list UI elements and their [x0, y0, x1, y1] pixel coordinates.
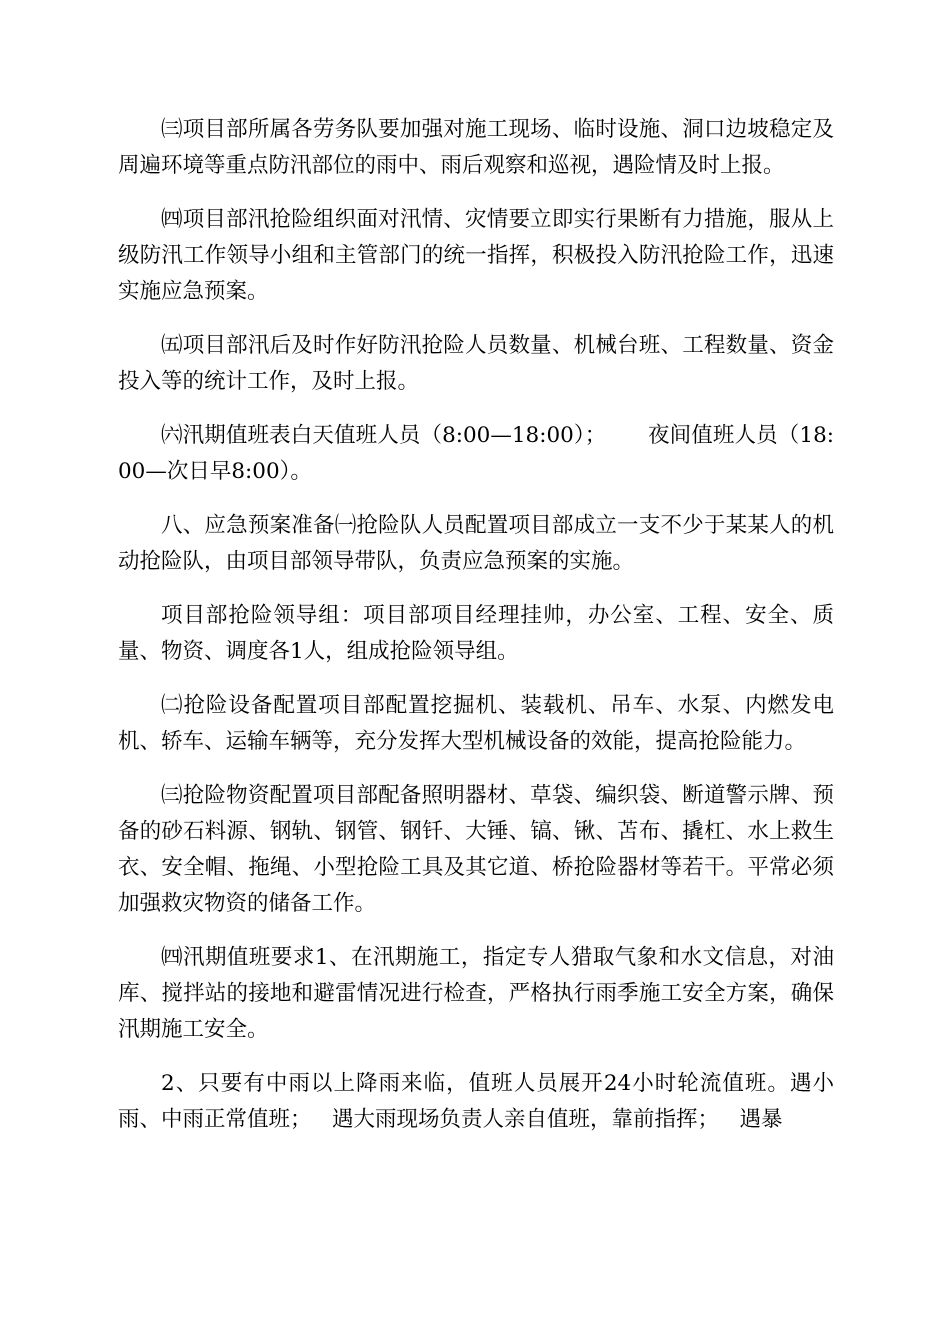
paragraph-emergency-response: ㈣项目部汛抢险组织面对汛情、灾情要立即实行果断有力措施，服从上级防汛工作领导小组和主管部门的统一指挥，积极投入防汛抢险工作，迅速实施应急预案。 — [118, 207, 834, 304]
paragraph-emergency-team: 八、应急预案准备㈠抢险队人员配置项目部成立一支不少于某某人的机动抢险队，由项目部领导带队，负责应急预案的实施。 — [118, 513, 834, 574]
document-body — [118, 112, 834, 1156]
paragraph-post-flood-statistics: ㈤项目部汛后及时作好防汛抢险人员数量、机械台班、工程数量、资金投入等的统计工作，及时上报。 — [118, 333, 834, 394]
paragraph-equipment-configuration: ㈡抢险设备配置项目部配置挖掘机、装载机、吊车、水泵、内燃发电机、轿车、运输车辆等，充分发挥大型机械设备的效能，提高抢险能力。 — [118, 693, 834, 754]
paragraph-leadership-group: 项目部抢险领导组：项目部项目经理挂帅，办公室、工程、安全、质量、物资、调度各1人，组成抢险领导组。 — [118, 603, 834, 664]
paragraph-duty-schedule: ㈥汛期值班表白天值班人员（8:00—18:00）； 夜间值班人员（18:00—次日早8:00）。 — [118, 423, 834, 484]
paragraph-materials-configuration: ㈢抢险物资配置项目部配备照明器材、草袋、编织袋、断道警示牌、预备的砂石料源、钢轨、钢管、钢钎、大锤、镐、锹、苫布、撬杠、水上救生衣、安全帽、拖绳、小型抢险工具及其它道、桥抢险器材等若干。平常必须加强救灾物资的储备工作。 — [118, 783, 834, 916]
paragraph-rotating-duty: 2、只要有中雨以上降雨来临，值班人员展开24小时轮流值班。遇小雨、中雨正常值班； 遇大雨现场负责人亲自值班，靠前指挥； 遇暴 — [118, 1071, 834, 1132]
paragraph-site-inspection: ㈢项目部所属各劳务队要加强对施工现场、临时设施、洞口边坡稳定及周遍环境等重点防汛部位的雨中、雨后观察和巡视，遇险情及时上报。 — [118, 117, 834, 178]
paragraph-duty-requirements: ㈣汛期值班要求1、在汛期施工，指定专人猎取气象和水文信息，对油库、搅拌站的接地和避雷情况进行检查，严格执行雨季施工安全方案，确保汛期施工安全。 — [118, 945, 834, 1042]
